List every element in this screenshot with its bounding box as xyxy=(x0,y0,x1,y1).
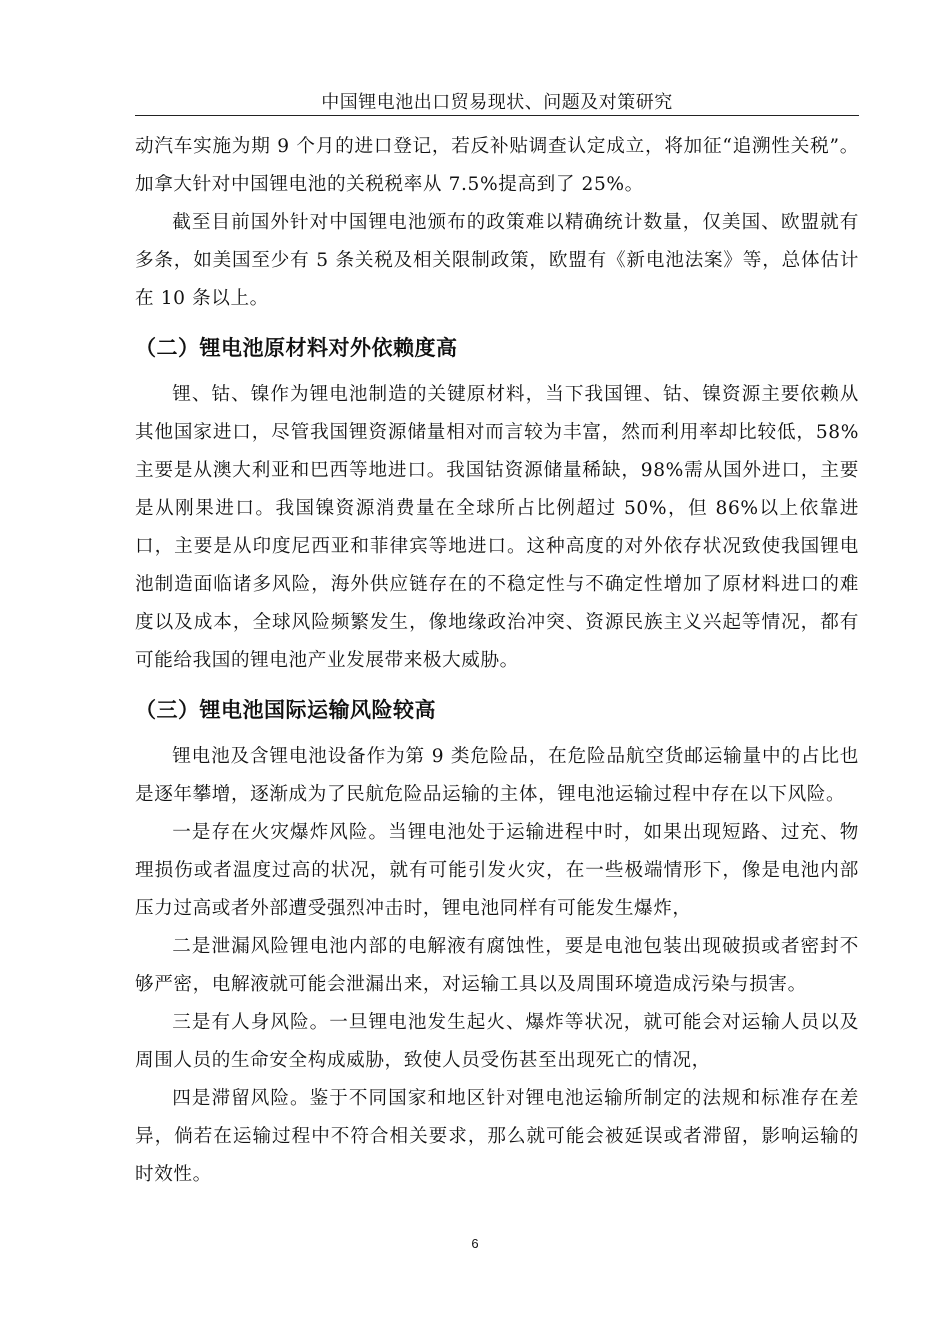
paragraph-fire-risk: 一是存在火灾爆炸风险。当锂电池处于运输进程中时，如果出现短路、过充、物理损伤或者温度过高的状况，就有可能引发火灾，在一些极端情形下，像是电池内部压力过高或者外部遭受强烈冲击时，锂电池同样有可能发生爆炸， xyxy=(135,822,859,919)
section-heading-transport-risk: （三）锂电池国际运输风险较高 xyxy=(135,698,436,722)
document-body xyxy=(135,128,859,1194)
page-number: 6 xyxy=(471,1236,479,1251)
paragraph-continued: 动汽车实施为期 9 个月的进口登记，若反补贴调查认定成立，将加征“追溯性关税”。加拿大针对中国锂电池的关税税率从 7.5%提高到了 25%。 xyxy=(135,136,859,195)
paragraph-leak-risk: 二是泄漏风险锂电池内部的电解液有腐蚀性，要是电池包装出现破损或者密封不够严密，电解液就可能会泄漏出来，对运输工具以及周围环境造成污染与损害。 xyxy=(135,936,859,995)
running-header: 中国锂电池出口贸易现状、问题及对策研究 xyxy=(321,92,673,113)
paragraph-raw-materials: 锂、钴、镍作为锂电池制造的关键原材料，当下我国锂、钴、镍资源主要依赖从其他国家进口，尽管我国锂资源储量相对而言较为丰富，然而利用率却比较低，58%主要是从澳大利亚和巴西等地进口。我国钴资源储量稀缺，98%需从国外进口，主要是从刚果进口。我国镍资源消费量在全球所占比例超过 50%，但 86%以上依靠进口，主要是从印度尼西亚和菲律宾等地进口。这种高度的对外依存状况致使我国锂电池制造面临诸多风险，海外供应链存在的不稳定性与不确定性增加了原材料进口的难度以及成本，全球风险频繁发生，像地缘政治冲突、资源民族主义兴起等情况，都有可能给我国的锂电池产业发展带来极大威胁。 xyxy=(135,384,859,671)
paragraph-transport-intro: 锂电池及含锂电池设备作为第 9 类危险品，在危险品航空货邮运输量中的占比也是逐年攀增，逐渐成为了民航危险品运输的主体，锂电池运输过程中存在以下风险。 xyxy=(135,746,859,805)
header-rule xyxy=(135,115,859,116)
paragraph-personal-risk: 三是有人身风险。一旦锂电池发生起火、爆炸等状况，就可能会对运输人员以及周围人员的生命安全构成威胁，致使人员受伤甚至出现死亡的情况， xyxy=(135,1012,859,1071)
paragraph-detention-risk: 四是滞留风险。鉴于不同国家和地区针对锂电池运输所制定的法规和标准存在差异，倘若在运输过程中不符合相关要求，那么就可能会被延误或者滞留，影响运输的时效性。 xyxy=(135,1088,859,1185)
section-heading-raw-materials: （二）锂电池原材料对外依赖度高 xyxy=(135,336,458,360)
paragraph-policy-count: 截至目前国外针对中国锂电池颁布的政策难以精确统计数量，仅美国、欧盟就有多条，如美国至少有 5 条关税及相关限制政策，欧盟有《新电池法案》等，总体估计在 10 条以上。 xyxy=(135,212,859,309)
